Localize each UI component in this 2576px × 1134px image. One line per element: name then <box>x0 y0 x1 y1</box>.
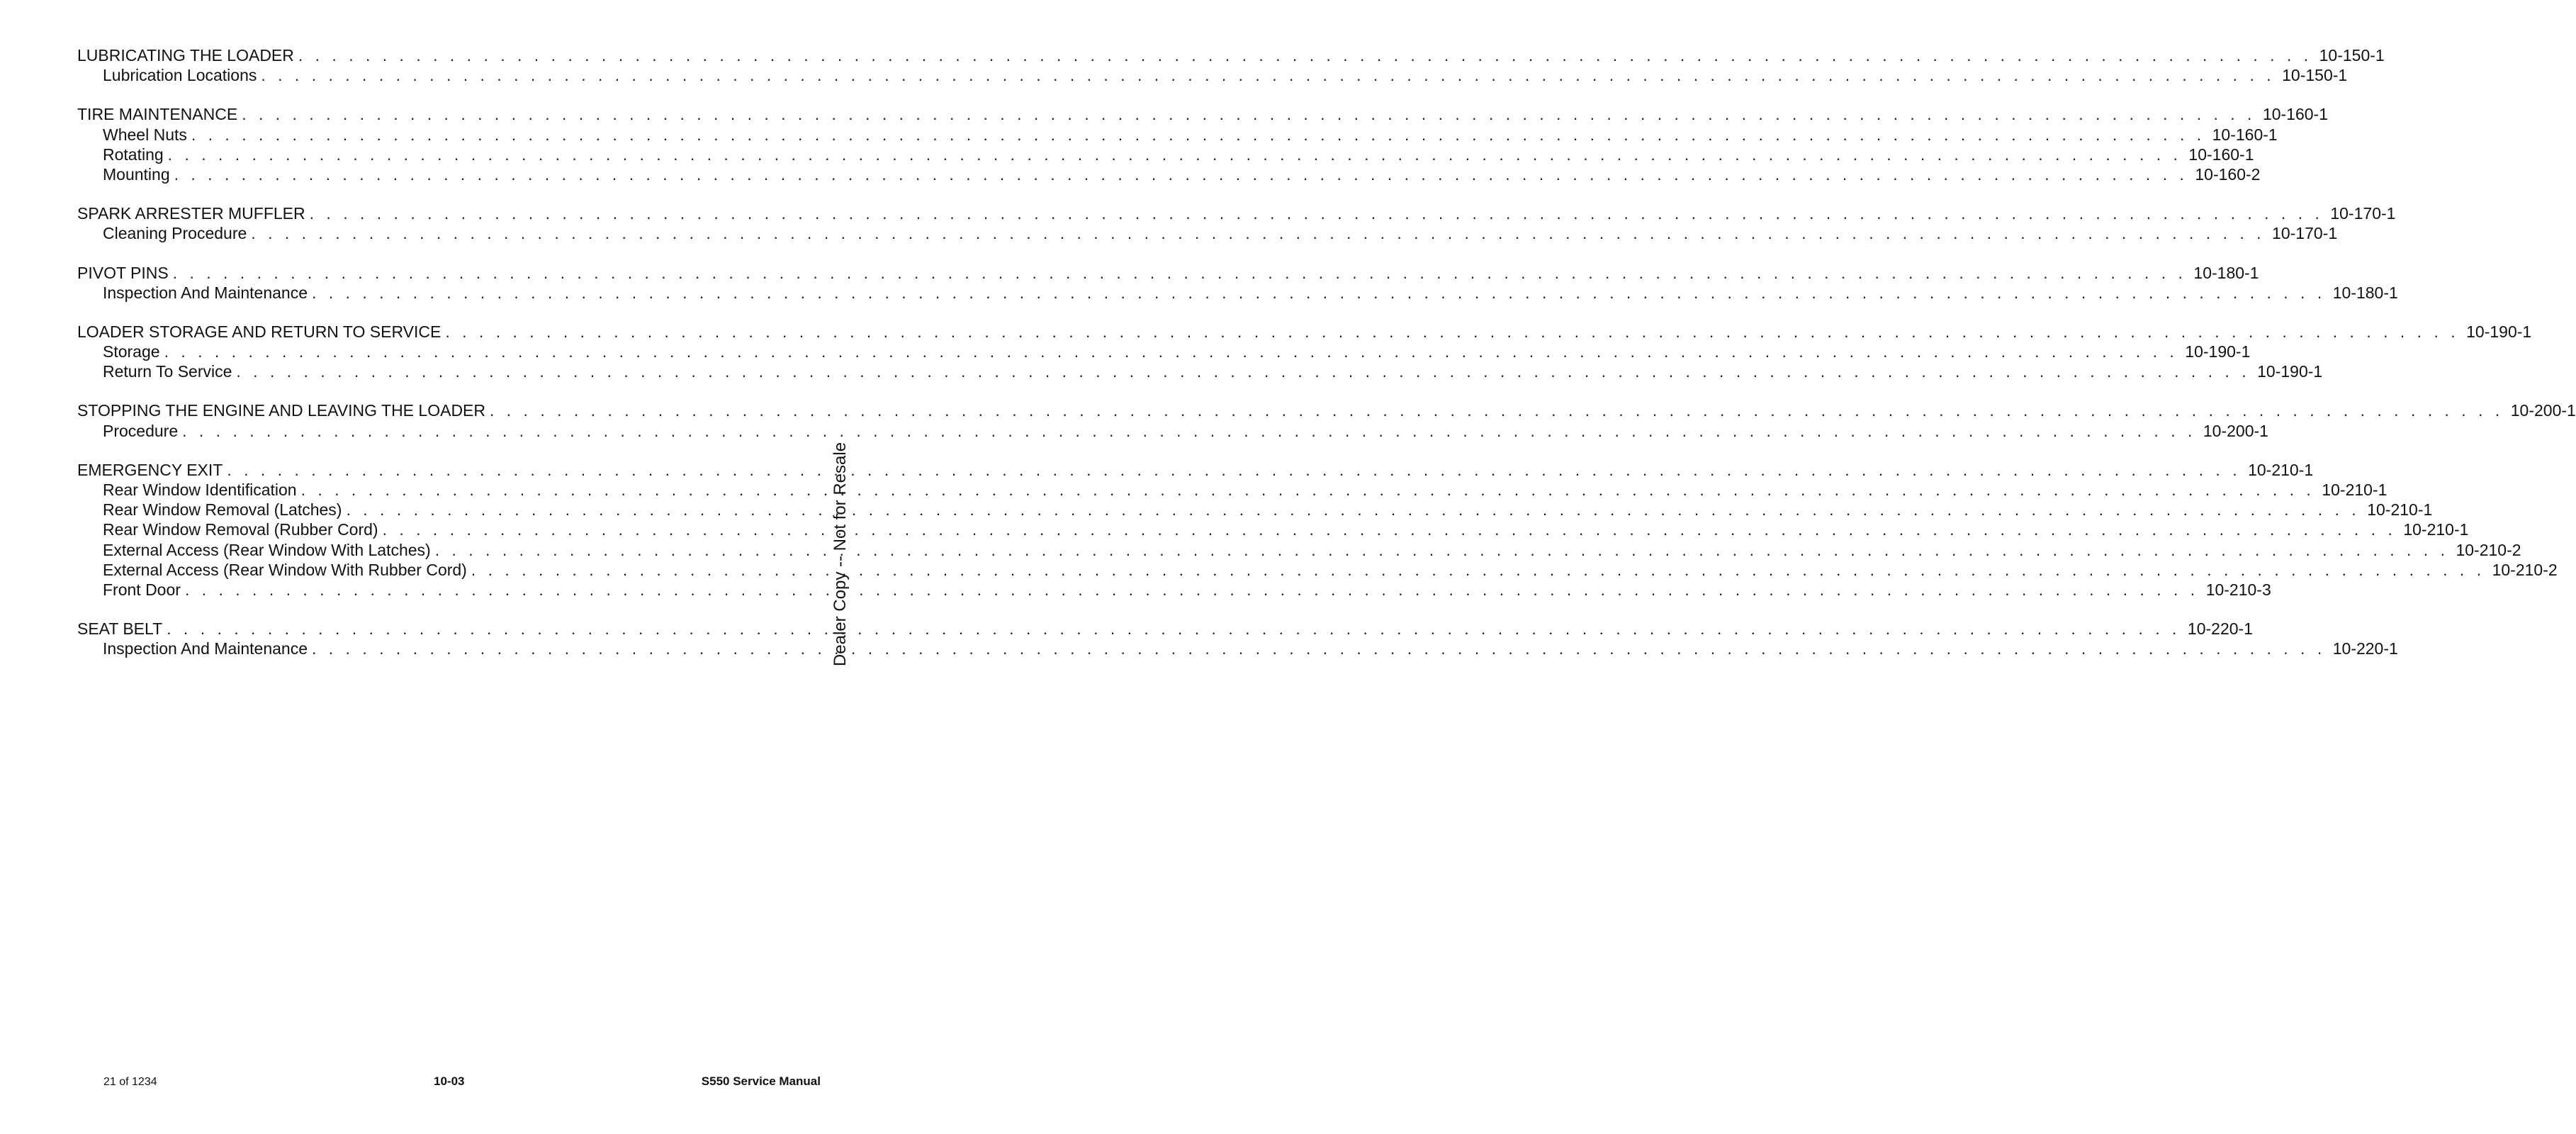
subentry-page-ref: 10-220-1 <box>2332 639 2398 658</box>
section-page-ref: 10-210-1 <box>2248 460 2314 479</box>
subentry-page-ref: 10-180-1 <box>2332 283 2398 302</box>
subentry-page-ref: 10-150-1 <box>2282 66 2348 85</box>
toc-subentry <box>77 65 2348 85</box>
footer-page-count: 21 of 1234 <box>103 1076 157 1088</box>
dot-leader: . . . . . . . . . . . . . . . . . . . . . . . . . . . . . . . . . . . . . . . . . . . . . . . . . . . . . . . . . . . . . . . . . . . . . . . . . . . . . . . . . . . . . . . . . . . . . . . . . . . . . . . . . . . . . . . . . . . . . . . . <box>184 580 2199 599</box>
section-page-ref: 10-170-1 <box>2330 204 2396 223</box>
toc-section-heading <box>77 104 2329 124</box>
toc-subentry <box>77 480 2387 500</box>
subentry-page-ref: 10-160-1 <box>2188 145 2254 164</box>
dot-leader: . . . . . . . . . . . . . . . . . . . . . . . . . . . . . . . . . . . . . . . . . . . . . . . . . . . . . . . . . . . . . . . . . . . . . . . . . . . . . . . . . . . . . . . . . . . . . . . . . . . . . . . . . . . . . . . . . . . . . . . . <box>172 263 2187 282</box>
footer-page-number: 10-03 <box>434 1074 465 1088</box>
section-page-ref: 10-180-1 <box>2193 263 2259 282</box>
subentry-page-ref: 10-210-2 <box>2456 540 2521 559</box>
dot-leader: . . . . . . . . . . . . . . . . . . . . . . . . . . . . . . . . . . . . . . . . . . . . . . . . . . . . . . . . . . . . . . . . . . . . . . . . . . . . . . . . . . . . . . . . . . . . . . . . . . . . . . . . . . . . . . . . . . . . . . . . <box>261 66 2276 85</box>
subentry-page-ref: 10-190-1 <box>2257 362 2323 381</box>
toc-group <box>77 203 2396 243</box>
dot-leader: . . . . . . . . . . . . . . . . . . . . . . . . . . . . . . . . . . . . . . . . . . . . . . . . . . . . . . . . . . . . . . . . . . . . . . . . . . . . . . . . . . . . . . . . . . . . . . . . . . . . . . . . . . . . . . . . . . . . . . . . <box>309 204 2324 223</box>
toc-subentry <box>77 580 2271 600</box>
section-title: STOPPING THE ENGINE AND LEAVING THE LOADER <box>77 401 485 420</box>
dot-leader: . . . . . . . . . . . . . . . . . . . . . . . . . . . . . . . . . . . . . . . . . . . . . . . . . . . . . . . . . . . . . . . . . . . . . . . . . . . . . . . . . . . . . . . . . . . . . . . . . . . . . . . . . . . . . . . . . . . . . . . . <box>311 283 2326 302</box>
subentry-title: Mounting <box>103 164 170 184</box>
toc-section-heading <box>77 322 2532 342</box>
toc-group <box>77 263 2398 303</box>
toc-subentry <box>77 342 2251 361</box>
dot-leader: . . . . . . . . . . . . . . . . . . . . . . . . . . . . . . . . . . . . . . . . . . . . . . . . . . . . . . . . . . . . . . . . . . . . . . . . . . . . . . . . . . . . . . . . . . . . . . . . . . . . . . . . . . . . . . . . . . . . . . . . <box>227 460 2242 479</box>
subentry-title: Rear Window Identification <box>103 481 297 499</box>
dot-leader: . . . . . . . . . . . . . . . . . . . . . . . . . . . . . . . . . . . . . . . . . . . . . . . . . . . . . . . . . . . . . . . . . . . . . . . . . . . . . . . . . . . . . . . . . . . . . . . . . . . . . . . . . . . . . . . . . . . . . . . . <box>164 342 2178 361</box>
toc-subentry <box>77 223 2338 243</box>
subentry-title: Wheel Nuts <box>103 125 187 144</box>
toc-subentry <box>77 560 2558 580</box>
toc-group <box>77 400 2576 440</box>
subentry-title: Rotating <box>103 145 164 164</box>
subentry-page-ref: 10-210-3 <box>2205 580 2271 599</box>
subentry-title: External Access (Rear Window With Rubber Cord) <box>103 560 467 579</box>
subentry-page-ref: 10-210-1 <box>2322 481 2387 499</box>
subentry-title: Inspection And Maintenance <box>103 283 308 302</box>
toc-subentry <box>77 421 2268 441</box>
toc-section-heading <box>77 460 2314 480</box>
footer-manual-title: S550 Service Manual <box>701 1074 821 1088</box>
subentry-page-ref: 10-160-2 <box>2195 164 2261 184</box>
section-title: PIVOT PINS <box>77 263 169 282</box>
toc-subentry <box>77 639 2398 658</box>
subentry-page-ref: 10-210-1 <box>2403 520 2469 539</box>
dot-leader: . . . . . . . . . . . . . . . . . . . . . . . . . . . . . . . . . . . . . . . . . . . . . . . . . . . . . . . . . . . . . . . . . . . . . . . . . . . . . . . . . . . . . . . . . . . . . . . . . . . . . . . . . . . . . . . . . . . . . . . . <box>174 164 2188 184</box>
subentry-page-ref: 10-200-1 <box>2203 421 2268 440</box>
dot-leader: . . . . . . . . . . . . . . . . . . . . . . . . . . . . . . . . . . . . . . . . . . . . . . . . . . . . . . . . . . . . . . . . . . . . . . . . . . . . . . . . . . . . . . . . . . . . . . . . . . . . . . . . . . . . . . . . . . . . . . . . <box>471 560 2485 579</box>
dot-leader: . . . . . . . . . . . . . . . . . . . . . . . . . . . . . . . . . . . . . . . . . . . . . . . . . . . . . . . . . . . . . . . . . . . . . . . . . . . . . . . . . . . . . . . . . . . . . . . . . . . . . . . . . . . . . . . . . . . . . . . . <box>490 401 2504 420</box>
toc-subentry <box>77 540 2521 560</box>
subentry-title: Return To Service <box>103 362 232 381</box>
toc-group <box>77 45 2385 85</box>
dot-leader: . . . . . . . . . . . . . . . . . . . . . . . . . . . . . . . . . . . . . . . . . . . . . . . . . . . . . . . . . . . . . . . . . . . . . . . . . . . . . . . . . . . . . . . . . . . . . . . . . . . . . . . . . . . . . . . . . . . . . . . . <box>182 421 2196 440</box>
section-title: EMERGENCY EXIT <box>77 460 223 479</box>
subentry-title: Procedure <box>103 421 179 440</box>
subentry-page-ref: 10-190-1 <box>2185 342 2251 361</box>
section-page-ref: 10-200-1 <box>2510 401 2576 420</box>
subentry-title: Front Door <box>103 580 181 599</box>
side-watermark: Dealer Copy -- Not for Resale <box>831 442 850 667</box>
section-title: LOADER STORAGE AND RETURN TO SERVICE <box>77 322 441 341</box>
section-page-ref: 10-220-1 <box>2187 619 2253 639</box>
toc-section-heading <box>77 203 2396 223</box>
toc-group <box>77 322 2532 382</box>
toc-group <box>77 619 2398 658</box>
section-title: SEAT BELT <box>77 619 163 639</box>
subentry-title: Storage <box>103 342 160 361</box>
toc-subentry <box>77 125 2278 145</box>
subentry-page-ref: 10-210-1 <box>2367 500 2433 520</box>
toc-section-heading <box>77 400 2576 420</box>
section-page-ref: 10-150-1 <box>2319 46 2385 64</box>
dot-leader: . . . . . . . . . . . . . . . . . . . . . . . . . . . . . . . . . . . . . . . . . . . . . . . . . . . . . . . . . . . . . . . . . . . . . . . . . . . . . . . . . . . . . . . . . . . . . . . . . . . . . . . . . . . . . . . . . . . . . . . . <box>346 500 2361 520</box>
subentry-title: Cleaning Procedure <box>103 224 247 243</box>
dot-leader: . . . . . . . . . . . . . . . . . . . . . . . . . . . . . . . . . . . . . . . . . . . . . . . . . . . . . . . . . . . . . . . . . . . . . . . . . . . . . . . . . . . . . . . . . . . . . . . . . . . . . . . . . . . . . . . . . . . . . . . . <box>167 619 2181 639</box>
toc-subentry <box>77 520 2469 539</box>
dot-leader: . . . . . . . . . . . . . . . . . . . . . . . . . . . . . . . . . . . . . . . . . . . . . . . . . . . . . . . . . . . . . . . . . . . . . . . . . . . . . . . . . . . . . . . . . . . . . . . . . . . . . . . . . . . . . . . . . . . . . . . . <box>191 125 2205 144</box>
toc-subentry <box>77 283 2398 303</box>
dot-leader: . . . . . . . . . . . . . . . . . . . . . . . . . . . . . . . . . . . . . . . . . . . . . . . . . . . . . . . . . . . . . . . . . . . . . . . . . . . . . . . . . . . . . . . . . . . . . . . . . . . . . . . . . . . . . . . . . . . . . . . . <box>300 481 2315 499</box>
dot-leader: . . . . . . . . . . . . . . . . . . . . . . . . . . . . . . . . . . . . . . . . . . . . . . . . . . . . . . . . . . . . . . . . . . . . . . . . . . . . . . . . . . . . . . . . . . . . . . . . . . . . . . . . . . . . . . . . . . . . . . . . <box>298 46 2312 64</box>
subentry-title: Lubrication Locations <box>103 66 257 85</box>
toc-subentry <box>77 164 2261 184</box>
dot-leader: . . . . . . . . . . . . . . . . . . . . . . . . . . . . . . . . . . . . . . . . . . . . . . . . . . . . . . . . . . . . . . . . . . . . . . . . . . . . . . . . . . . . . . . . . . . . . . . . . . . . . . . . . . . . . . . . . . . . . . . . <box>445 322 2460 341</box>
subentry-title: Rear Window Removal (Rubber Cord) <box>103 520 378 539</box>
subentry-page-ref: 10-170-1 <box>2272 224 2338 243</box>
toc-section-heading <box>77 619 2253 639</box>
section-title: SPARK ARRESTER MUFFLER <box>77 204 305 223</box>
subentry-page-ref: 10-160-1 <box>2212 125 2278 144</box>
toc-section-heading <box>77 45 2385 65</box>
dot-leader: . . . . . . . . . . . . . . . . . . . . . . . . . . . . . . . . . . . . . . . . . . . . . . . . . . . . . . . . . . . . . . . . . . . . . . . . . . . . . . . . . . . . . . . . . . . . . . . . . . . . . . . . . . . . . . . . . . . . . . . . <box>167 145 2182 164</box>
dot-leader: . . . . . . . . . . . . . . . . . . . . . . . . . . . . . . . . . . . . . . . . . . . . . . . . . . . . . . . . . . . . . . . . . . . . . . . . . . . . . . . . . . . . . . . . . . . . . . . . . . . . . . . . . . . . . . . . . . . . . . . . <box>251 224 2266 243</box>
subentry-title: Rear Window Removal (Latches) <box>103 500 342 520</box>
toc-subentry <box>77 145 2254 164</box>
section-title: LUBRICATING THE LOADER <box>77 46 294 64</box>
subentry-page-ref: 10-210-2 <box>2492 560 2558 579</box>
dot-leader: . . . . . . . . . . . . . . . . . . . . . . . . . . . . . . . . . . . . . . . . . . . . . . . . . . . . . . . . . . . . . . . . . . . . . . . . . . . . . . . . . . . . . . . . . . . . . . . . . . . . . . . . . . . . . . . . . . . . . . . . <box>434 540 2449 559</box>
section-page-ref: 10-190-1 <box>2466 322 2532 341</box>
dot-leader: . . . . . . . . . . . . . . . . . . . . . . . . . . . . . . . . . . . . . . . . . . . . . . . . . . . . . . . . . . . . . . . . . . . . . . . . . . . . . . . . . . . . . . . . . . . . . . . . . . . . . . . . . . . . . . . . . . . . . . . . <box>242 105 2256 124</box>
dot-leader: . . . . . . . . . . . . . . . . . . . . . . . . . . . . . . . . . . . . . . . . . . . . . . . . . . . . . . . . . . . . . . . . . . . . . . . . . . . . . . . . . . . . . . . . . . . . . . . . . . . . . . . . . . . . . . . . . . . . . . . . <box>382 520 2397 539</box>
toc-section-heading <box>77 263 2259 283</box>
subentry-title: Inspection And Maintenance <box>103 639 308 658</box>
toc-subentry <box>77 361 2323 381</box>
section-title: TIRE MAINTENANCE <box>77 105 238 124</box>
subentry-title: External Access (Rear Window With Latches) <box>103 540 431 559</box>
toc-subentry <box>77 500 2433 520</box>
section-page-ref: 10-160-1 <box>2262 105 2329 124</box>
dot-leader: . . . . . . . . . . . . . . . . . . . . . . . . . . . . . . . . . . . . . . . . . . . . . . . . . . . . . . . . . . . . . . . . . . . . . . . . . . . . . . . . . . . . . . . . . . . . . . . . . . . . . . . . . . . . . . . . . . . . . . . . <box>311 639 2326 658</box>
toc-group <box>77 104 2329 184</box>
dot-leader: . . . . . . . . . . . . . . . . . . . . . . . . . . . . . . . . . . . . . . . . . . . . . . . . . . . . . . . . . . . . . . . . . . . . . . . . . . . . . . . . . . . . . . . . . . . . . . . . . . . . . . . . . . . . . . . . . . . . . . . . <box>236 362 2251 381</box>
